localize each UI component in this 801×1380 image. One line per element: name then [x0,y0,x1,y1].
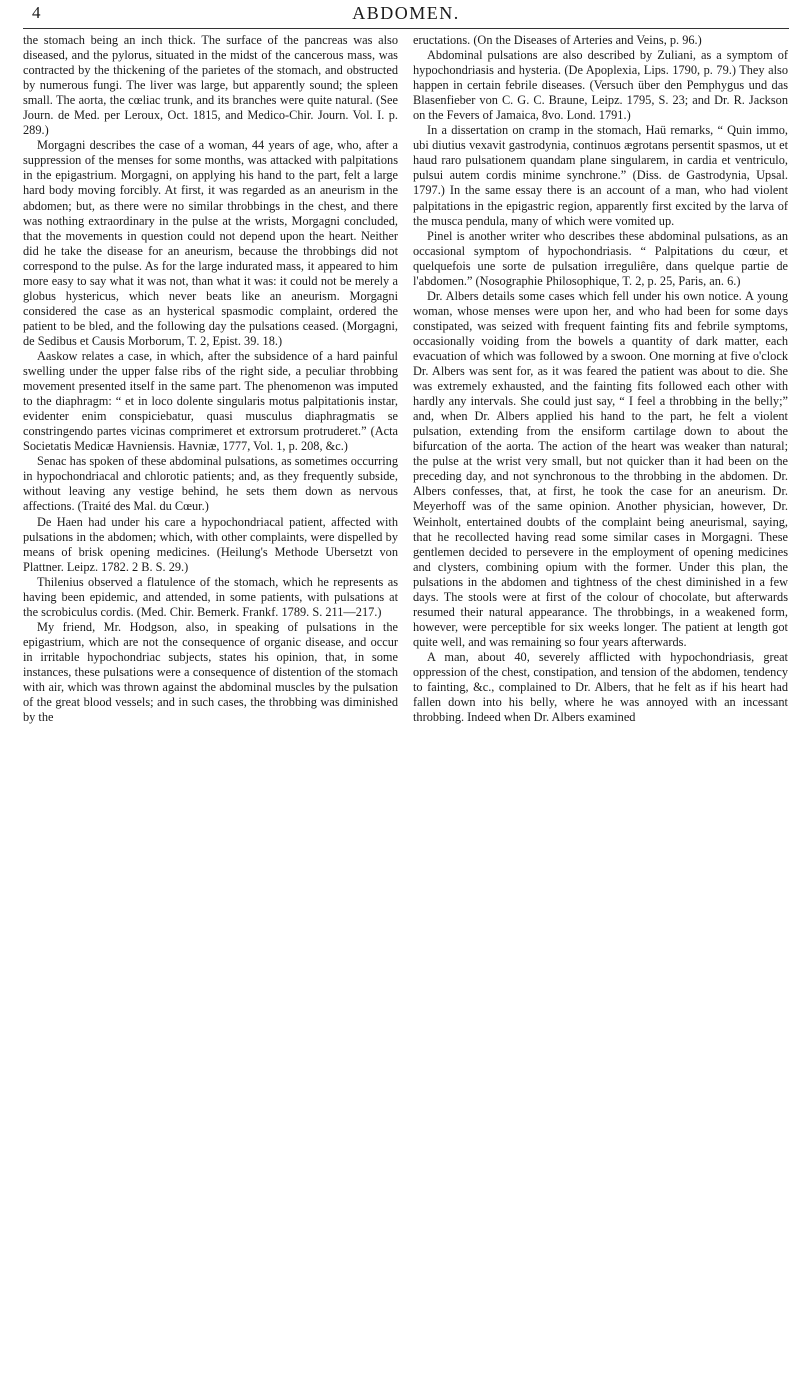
paragraph: Aaskow relates a case, in which, after the subsidence of a hard painful swelling under the upper false ribs of the right side, a peculiar throbbing movement presented itself in the same part. The phenomenon was imputed to the diaphragm: “ et in loco dolente singularis motus palpitationis instar, evidenter enim conspiciebatur, quasi musculus diaphragmatis se constringendo partes vicinas comprimeret et extrorsum protruderet.” (Acta Societatis Medicæ Havniensis. Havniæ, 1777, Vol. 1, p. 208, &c.) [23,348,398,454]
paragraph: eructations. (On the Diseases of Arteries and Veins, p. 96.) [413,33,702,47]
paragraph: Morgagni describes the case of a woman, 44 years of age, who, after a suppression of the menses for some months, was attacked with palpitations in the epigastrium. Morgagni, on applying his hand to the part, felt a large hard body moving forcibly. At first, it was regarded as an aneurism in the abdomen; but, as there were no similar throbbings in the chest, and there was nothing extraordinary in the pulse at the wrists, Morgagni concluded, that the movements in question could not depend upon the heart. Neither did he take the disease for an aneurism, because the throbbings did not correspond to the pulse. As for the large indurated mass, it appeared to him more easy to say what it was not, than what it was: it could not be merely a globus hystericus, which never beats like an aneurism. Morgagni considered the case as an hysterical spasmodic complaint, ordered the patient to be bled, and the following day the pulsations ceased. (Morgagni, de Sedibus et Causis Morborum, T. 2, Epist. 39. 18.) [23,138,398,348]
paragraph: Senac has spoken of these abdominal pulsations, as sometimes occurring in hypochondriacal and chlorotic patients; and, as they frequently subside, without leaving any vestige behind, he sets them down as nervous affections. (Traité des Mal. du Cœur.) [23,454,398,514]
paragraph: the stomach being an inch thick. The surface of the pancreas was also diseased, and the pylorus, situated in the midst of the cancerous mass, was contracted by the thickening of the parietes of the stomach, and obstructed by numerous fungi. The liver was large, but apparently sound; the spleen small. The aorta, the cœliac trunk, and its branches were quite natural. (See Journ. de Med. per Leroux, Oct. 1815, and Medico-Chir. Journ. Vol. I. p. 289.) [23,33,398,138]
paragraph: My friend, Mr. Hodgson, also, in speaking of pulsations in the epigastrium, which are not the consequence of organic disease, and occur in irritable hypochondriac subjects, states his opinion, that, in some instances, these pulsations were a consequence of distention of the stomach with air, which was thrown against the abdominal muscles by the pulsation of the great blood vessels; and in such cases, the throbbing was diminished by the [23,619,398,725]
paragraph: In a dissertation on cramp in the stomach, Haü remarks, “ Quin immo, ubi diutius vexavit gastrodynia, continuos ægrotans persentit spasmos, ut et haud raro pulsationem quandam plane singularem, in cardia et ventriculo, pulsui autem cordis minime synchrone.” (Diss. de Gastrodynia, Upsal. 1797.) In the same essay there is an account of a man, who had violent palpitations in the epigastric region, apparently first excited by the larva of the musca pendula, many of which were vomited up. [413,123,788,228]
paragraph: A man, about 40, severely afflicted with hypochondriasis, great oppression of the chest, constipation, and tension of the abdomen, tendency to fainting, &c., complained to Dr. Albers, that he felt as if his heart had fallen down into his belly, where he was annoyed with an incessant throbbing. Indeed when Dr. Albers examined [413,649,788,725]
text-columns [23,33,789,725]
paragraph: Dr. Albers details some cases which fell under his own notice. A young woman, whose menses were upon her, and who had been for some days constipated, was seized with frequent fainting fits and febrile symptoms, occasionally voiding from the bowels a quantity of dark matter, each evacuation of which was followed by a swoon. One morning at five o'clock Dr. Albers was sent for, as it was feared the patient was about to die. She was extremely exhausted, and the fainting fits followed each other with hardly any intervals. She could just say, “ I feel a throbbing in the belly;” and, when Dr. Albers applied his hand to the part, he felt a violent pulsation, extending from the ensiform cartilage down to about the bifurcation of the aorta. The action of the heart was weaker than natural; the pulse at the wrist very small, but not quicker than it had been on the preceding day, and not synchronous to the throbbing in the abdomen. Dr. Albers confesses, that, at first, he took the case for an aneurism. Dr. Meyerhoff was of the same opinion. Another physician, however, Dr. Weinholt, entertained doubts of the complaint being aneurismal, saying, that he recollected having read some similar cases in Morgagni. These gentlemen decided to persevere in the employment of opening medicines and clysters, combining opium with the former. Under this plan, the pulsations in the abdomen and tightness of the chest diminished in a few days. The stools were at first of the colour of chocolate, but afterwards resumed their natural appearance. The throbbings, in a weakened form, however, were perceptible for six weeks longer. The patient at length got quite well, and was remaining so four years afterwards. [413,288,788,649]
page-number: 4 [32,3,41,22]
paragraph: Thilenius observed a flatulence of the stomach, which he represents as having been epidemic, and attended, in some patients, with pulsations at the scrobiculus cordis. (Med. Chir. Bemerk. Frankf. 1789. S. 211—217.) [23,574,398,619]
paragraph: Pinel is another writer who describes these abdominal pulsations, as an occasional symptom of hypochondriasis. “ Palpitations du cœur, et quelquefois une sorte de pulsation irreguliêre, dans quelque partie de l'abdomen.” (Nosographie Philosophique, T. 2, p. 25, Paris, an. 6.) [413,228,788,288]
left-column [23,33,398,725]
page-header [23,3,789,25]
right-column [413,33,788,725]
running-head: ABDOMEN. [352,3,460,23]
header-rule [23,28,789,29]
paragraph: Abdominal pulsations are also described by Zuliani, as a symptom of hypochondriasis and hysteria. (De Apoplexia, Lips. 1790, p. 79.) They also happen in certain febrile diseases. (Versuch über den Pemphygus und das Blasenfieber von C. G. C. Braune, Leipz. 1795, S. 23; and Dr. R. Jackson on the Fevers of Jamaica, 8vo. Lond. 1791.) [413,48,788,123]
paragraph: De Haen had under his care a hypochondriacal patient, affected with pulsations in the abdomen; which, with other complaints, were dispelled by means of brisk opening medicines. (Heilung's Methode Ubersetzt von Plattner. Leipz. 1782. 2 B. S. 29.) [23,514,398,574]
